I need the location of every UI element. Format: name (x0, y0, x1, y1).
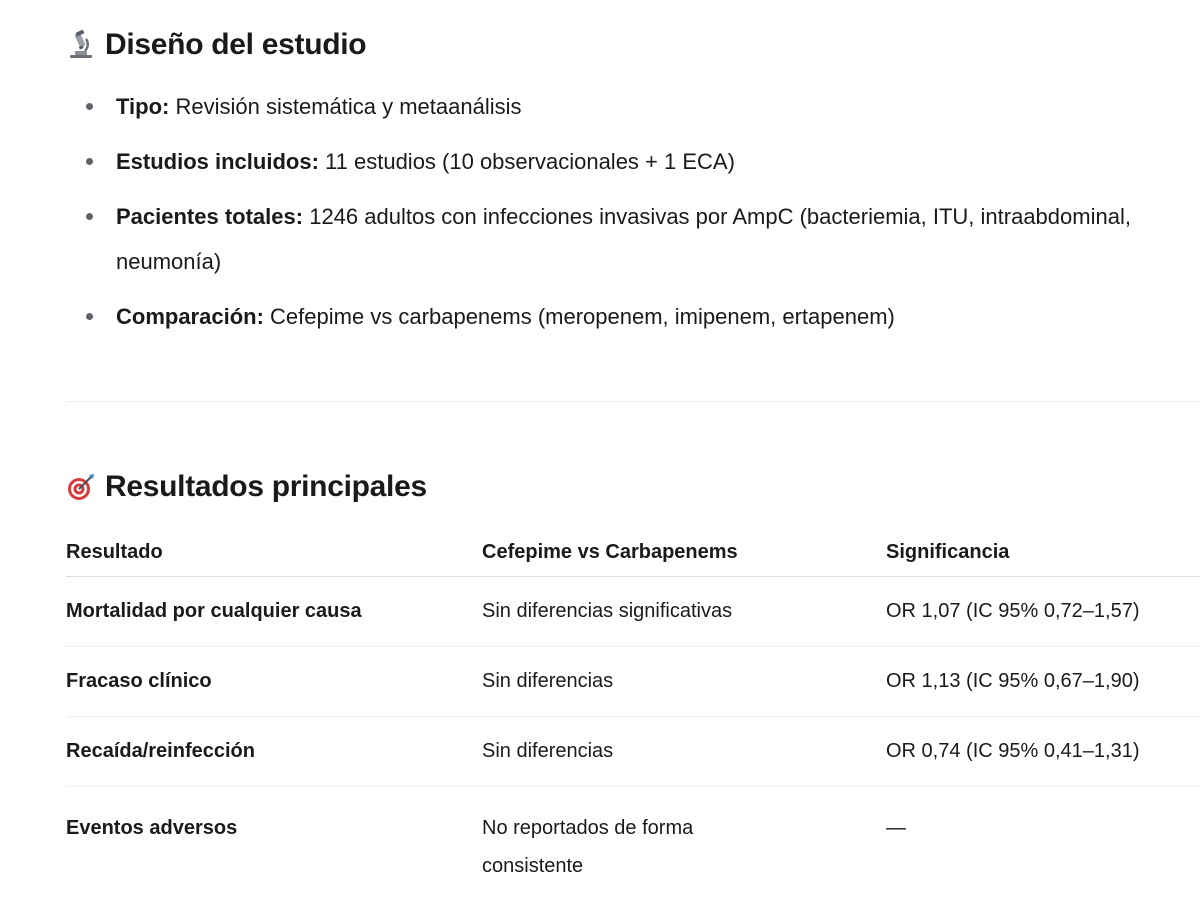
list-item-text: Revisión sistemática y metaanálisis (175, 94, 522, 119)
list-item-text: 1246 adultos con infecciones invasivas por AmpC (bacteriemia, ITU, intraabdominal, neumonía) (116, 204, 1131, 274)
column-header: Resultado (66, 528, 482, 577)
table-cell: Eventos adversos (66, 817, 238, 839)
design-section-title: Diseño del estudio (105, 28, 367, 61)
design-list (66, 84, 1200, 349)
table-row (66, 787, 1200, 886)
table-cell: Sin diferencias (482, 717, 886, 787)
table-cell: Fracaso clínico (66, 647, 482, 717)
table-row (66, 577, 1200, 647)
table-cell: Mortalidad por cualquier causa (66, 577, 482, 647)
table-cell: Sin diferencias significativas (482, 577, 886, 647)
list-item (66, 194, 1156, 284)
table-cell: OR 1,13 (IC 95% 0,67–1,90) (886, 647, 1200, 717)
results-table (66, 528, 1200, 885)
document-page (66, 0, 1200, 906)
column-header: Cefepime vs Carbapenems (482, 528, 886, 577)
list-item-label: Comparación: (116, 304, 264, 329)
table-header-row (66, 528, 1200, 577)
table-cell: — (886, 817, 906, 839)
section-divider (66, 401, 1200, 402)
list-item-label: Estudios incluidos: (116, 149, 319, 174)
table-row (66, 647, 1200, 717)
table-cell: OR 0,74 (IC 95% 0,41–1,31) (886, 717, 1200, 787)
results-section-title: Resultados principales (105, 470, 427, 503)
column-header: Significancia (886, 528, 1200, 577)
table-cell: OR 1,07 (IC 95% 0,72–1,57) (886, 577, 1200, 647)
design-section-heading (66, 28, 366, 62)
table-cell: Recaída/reinfección (66, 717, 482, 787)
table-row (66, 717, 1200, 787)
list-item (66, 139, 1200, 184)
list-item (66, 294, 1200, 339)
results-section-heading (66, 470, 427, 504)
list-item-text: 11 estudios (10 observacionales + 1 ECA) (325, 149, 735, 174)
list-item (66, 84, 1200, 129)
list-item-label: Tipo: (116, 94, 170, 119)
target-dart-icon (66, 472, 96, 502)
microscope-icon (66, 30, 96, 60)
list-item-text: Cefepime vs carbapenems (meropenem, imipenem, ertapenem) (270, 304, 895, 329)
table-cell: Sin diferencias (482, 647, 886, 717)
table-cell: No reportados de forma consistente (482, 817, 694, 877)
list-item-label: Pacientes totales: (116, 204, 304, 229)
